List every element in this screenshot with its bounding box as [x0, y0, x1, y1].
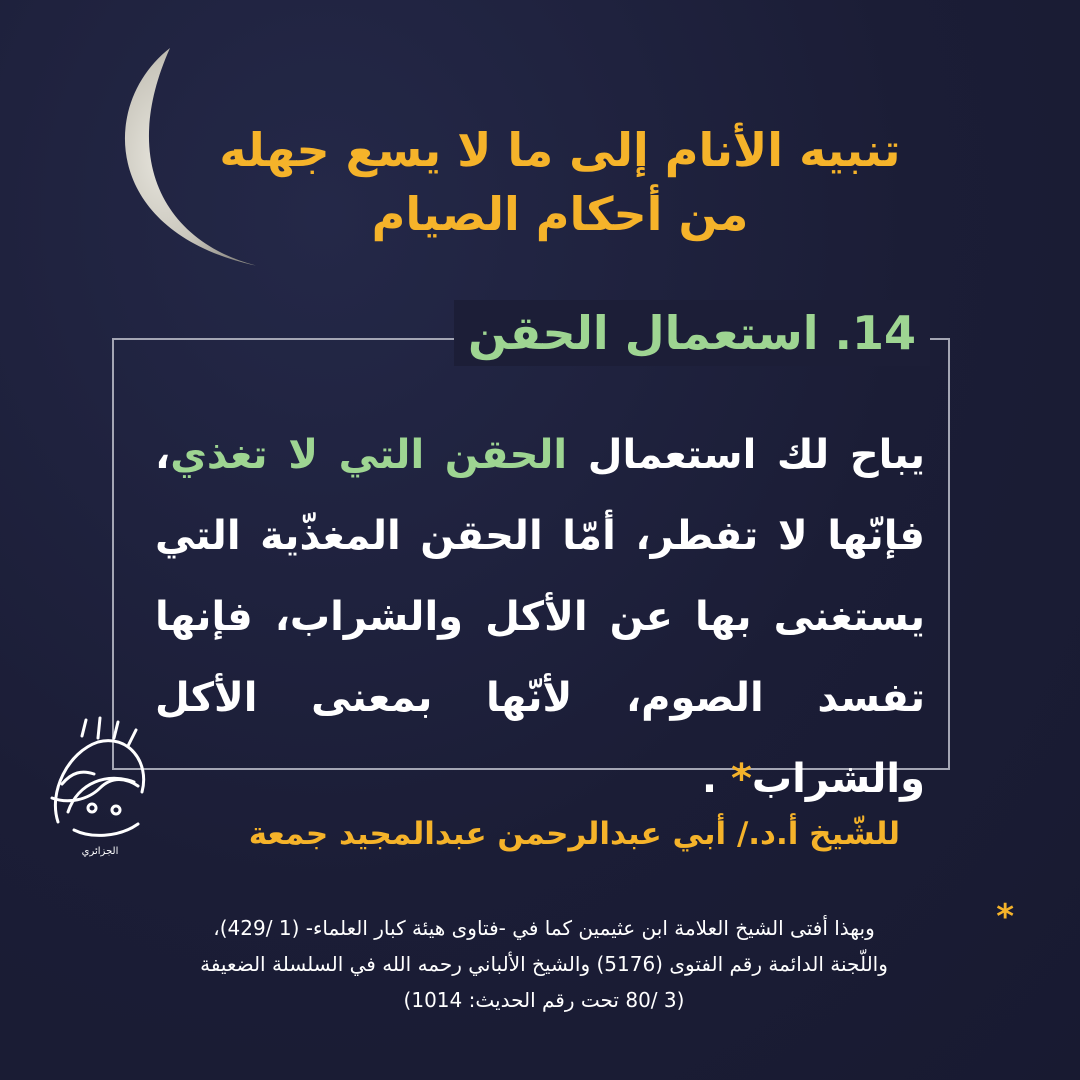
body-text-part-1: يباح لك استعمال	[567, 432, 926, 478]
body-text-end: .	[701, 756, 731, 802]
footnote-line-3: (3 /80 تحت رقم الحديث: 1014)	[403, 988, 685, 1012]
logo-caption: الجزائري	[81, 846, 119, 857]
section-heading: 14. استعمال الحقن	[454, 300, 930, 366]
body-text-part-2: ، فإنّها لا تفطر، أمّا الحقن المغذّية التي يستغنى بها عن الأكل والشراب، فإنها تفسد الصوم، لأنّها بمعنى الأكل والشراب	[155, 432, 925, 802]
title-line-1: تنبيه الأنام إلى ما لا يسع جهله	[219, 123, 901, 177]
page-title	[180, 118, 940, 246]
body-highlight: الحقن التي لا تغذي	[170, 432, 568, 478]
author-credit: للشّيخ أ.د./ أبي عبدالرحمن عبدالمجيد جمعة	[248, 816, 900, 852]
footnote-line-2: واللّجنة الدائمة رقم الفتوى (5176) والشيخ الألباني رحمه الله في السلسلة الضعيفة	[200, 952, 888, 976]
footnote-marker: *	[996, 897, 1014, 937]
footnote-reference-star: *	[730, 756, 752, 802]
calligraphy-logo-icon	[38, 712, 162, 862]
body-paragraph	[155, 415, 925, 820]
title-line-2: من أحكام الصيام	[371, 187, 749, 241]
footnote	[96, 910, 992, 1018]
footnote-line-1: وبهذا أفتى الشيخ العلامة ابن عثيمين كما في -فتاوى هيئة كبار العلماء- (1 /429)،	[213, 916, 875, 940]
